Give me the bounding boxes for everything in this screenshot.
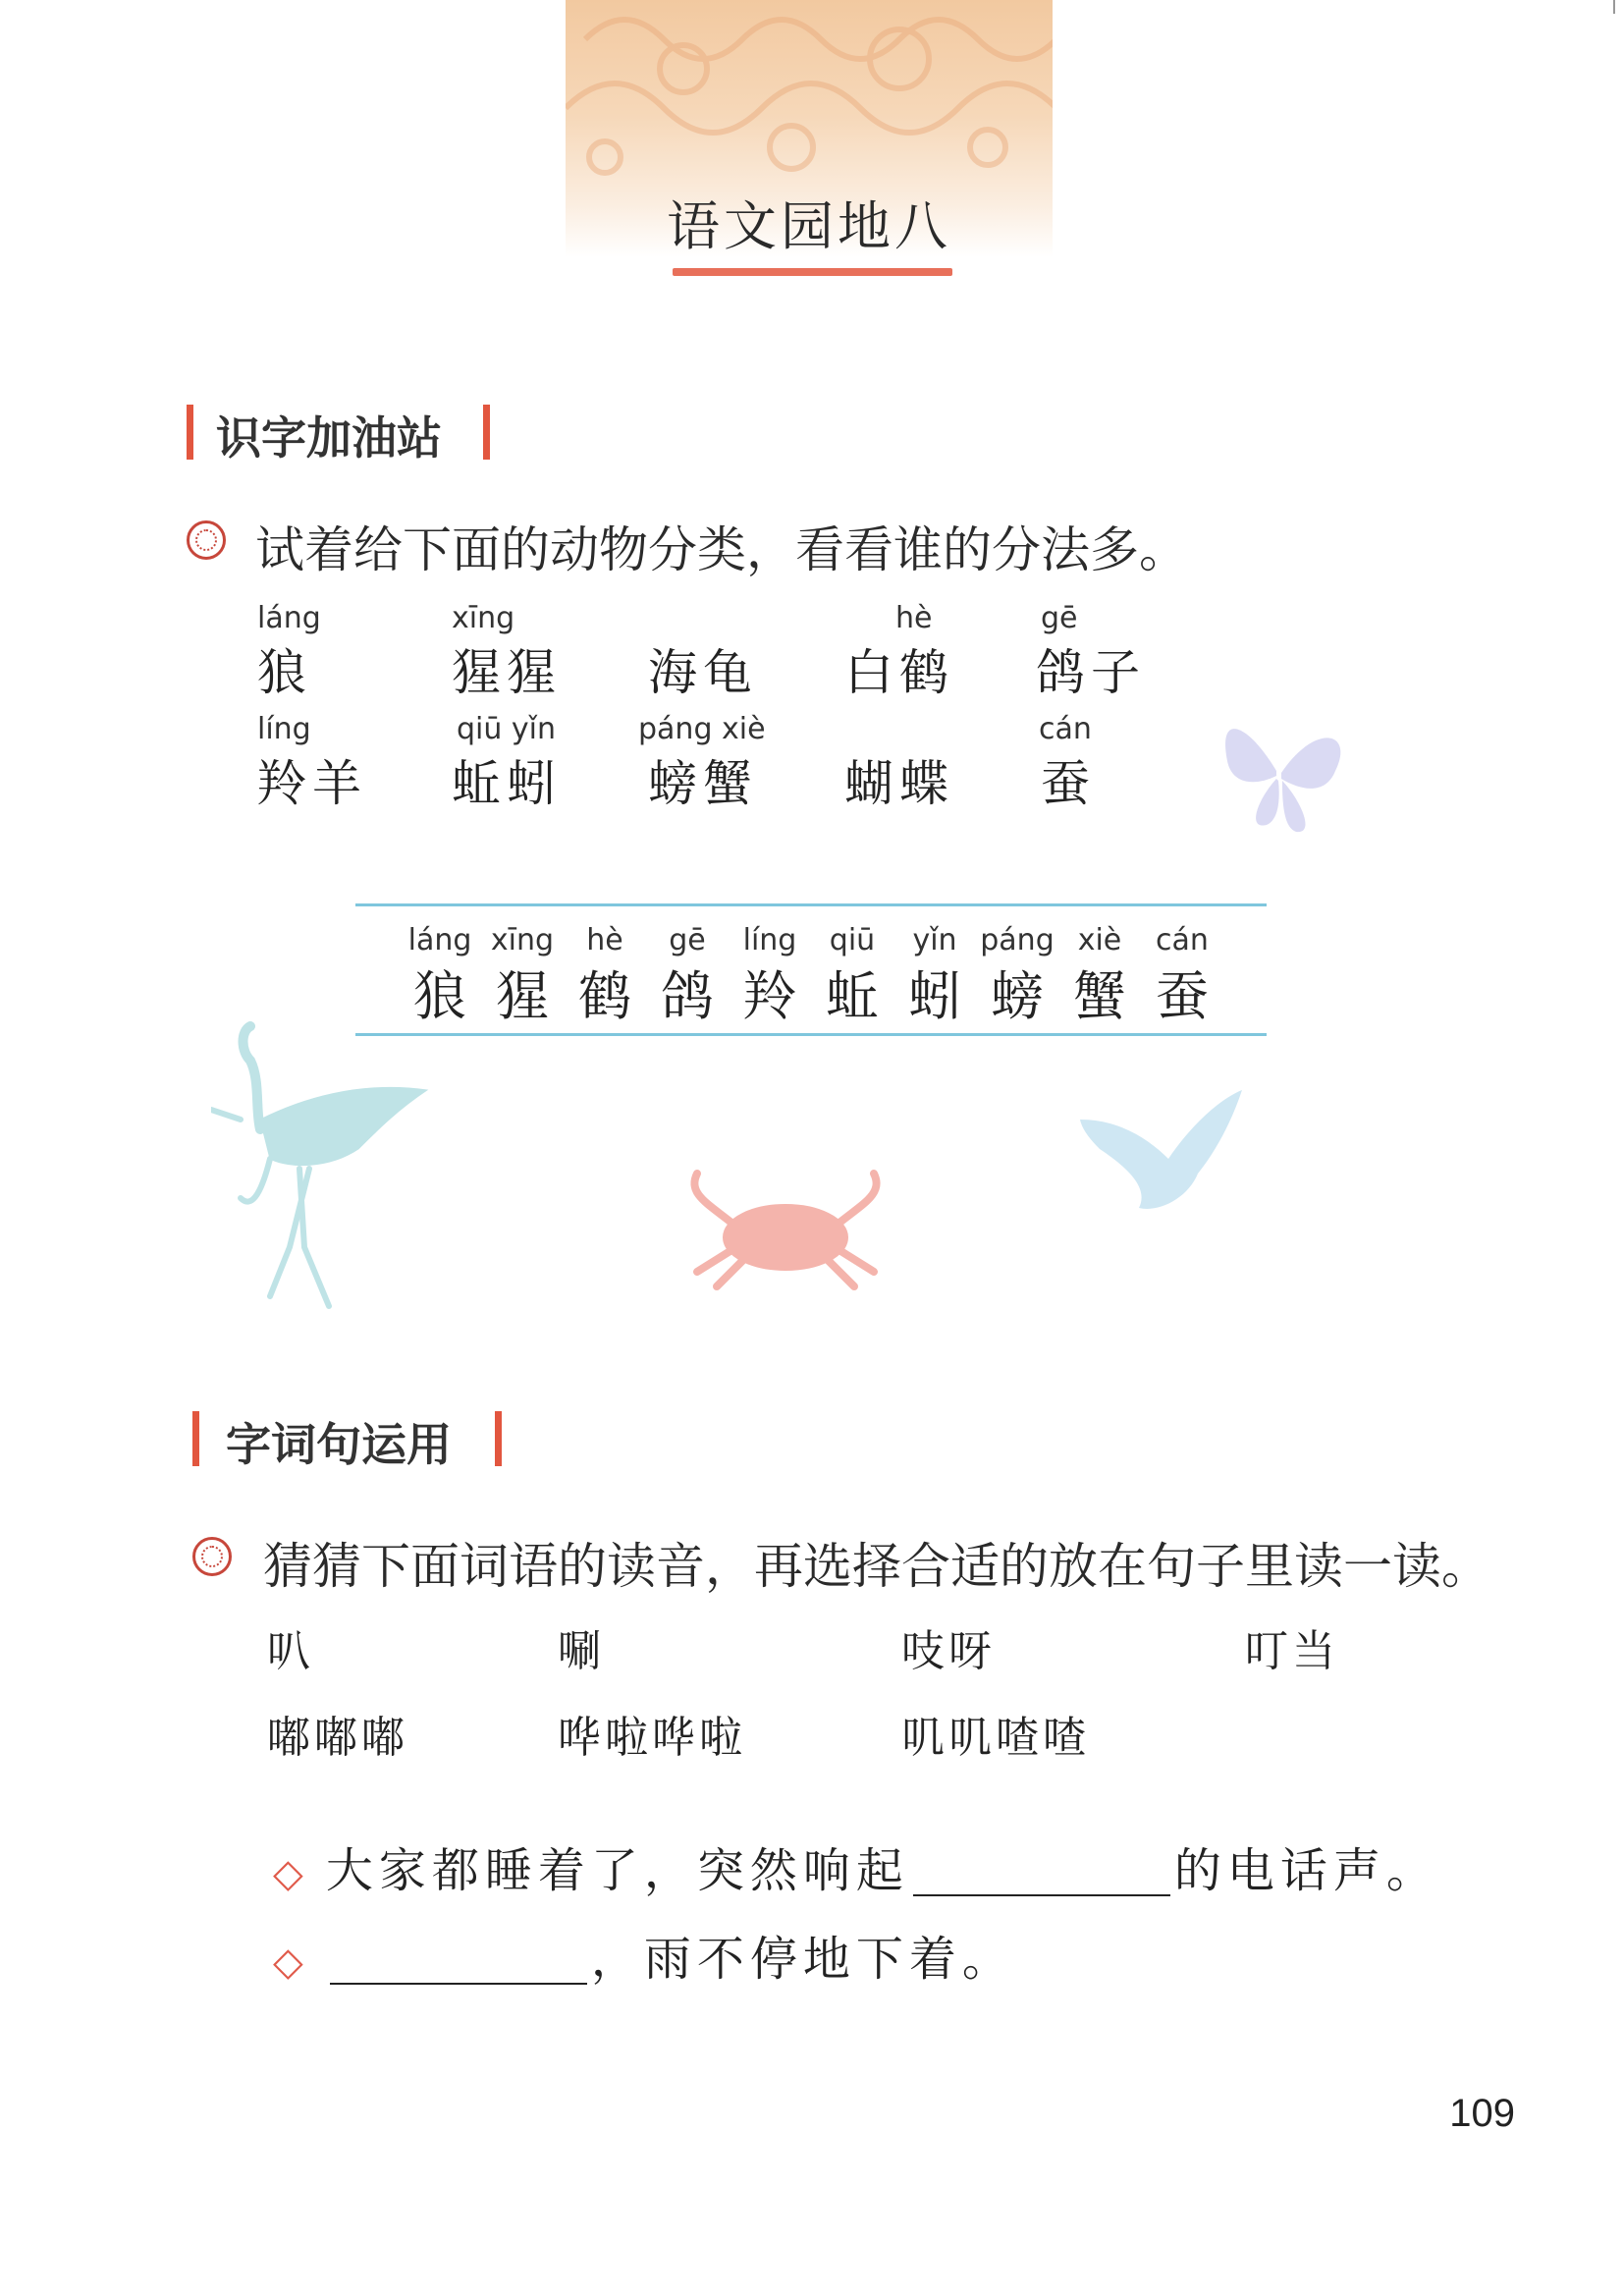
instruction-text: 试着给下面的动物分类，看看谁的分法多。 — [255, 521, 1188, 578]
word-can: 蚕 — [1041, 755, 1096, 812]
char-box-pinyin: láng — [407, 923, 472, 957]
header-bar-right — [495, 1411, 502, 1466]
header-bar-left — [187, 405, 193, 460]
instruction-1 — [187, 511, 1267, 578]
char-box-char: 羚 — [743, 965, 796, 1027]
word-lingyang: 羚羊 — [257, 755, 367, 812]
word-haigui: 海龟 — [648, 644, 758, 701]
crane-icon — [211, 1021, 437, 1316]
instruction-text: 猜猜下面词语的读音，再选择合适的放在句子里读一读。 — [263, 1538, 1490, 1595]
seal-icon — [187, 520, 226, 560]
banner-pattern-icon — [566, 0, 1053, 196]
sentence-text-before: 大家都睡着了，突然响起 — [325, 1843, 909, 1898]
header-bar-left — [192, 1411, 199, 1466]
crab-icon — [677, 1164, 893, 1291]
char-box-pinyin: hè — [586, 923, 623, 957]
char-box-pinyin: yǐn — [912, 923, 957, 957]
word-item: 唰 — [558, 1626, 605, 1676]
char-box-char: 蚕 — [1156, 965, 1209, 1027]
page-edge-mark — [1613, 0, 1615, 14]
word-item: 叮当 — [1245, 1626, 1339, 1676]
char-box-top-rule — [355, 903, 1267, 906]
section-header-label: 识字加油站 — [216, 411, 442, 465]
page-title: 语文园地八 — [667, 195, 951, 257]
sentence-text-after: ，雨不停地下着。 — [590, 1932, 1015, 1987]
sentence-2 — [273, 1921, 1015, 1989]
char-box-char: 蟹 — [1073, 965, 1126, 1027]
diamond-icon: ◇ — [273, 1851, 303, 1896]
char-box-pinyin: qiū — [829, 923, 876, 957]
word-gezi: 鸽子 — [1036, 644, 1146, 701]
char-box-char: 螃 — [991, 965, 1044, 1027]
section-header-2 — [192, 1409, 516, 1471]
pinyin-he: hè — [895, 601, 933, 635]
word-item: 吱呀 — [901, 1626, 996, 1676]
section-header-1 — [187, 403, 501, 465]
seal-icon — [192, 1537, 232, 1576]
pinyin-xing: xīng — [452, 601, 515, 635]
pinyin-pangxie: páng xiè — [638, 712, 766, 746]
diamond-icon: ◇ — [273, 1940, 303, 1985]
word-lang: 狼 — [257, 644, 312, 701]
char-box-pinyin: gē — [669, 923, 706, 957]
word-item: 叽叽喳喳 — [901, 1713, 1090, 1763]
char-box-char: 狼 — [413, 965, 466, 1027]
char-box-bottom-rule — [355, 1033, 1267, 1036]
butterfly-icon — [1208, 702, 1355, 849]
dove-icon — [1070, 1080, 1247, 1218]
answer-blank[interactable] — [330, 1983, 587, 1985]
char-box-pinyin: xīng — [490, 923, 555, 957]
section-header-label: 字词句运用 — [226, 1418, 452, 1471]
instruction-2 — [192, 1527, 1490, 1595]
char-box-char: 鹤 — [578, 965, 631, 1027]
word-baihe: 白鹤 — [844, 644, 954, 701]
word-xingxing: 猩猩 — [452, 644, 562, 701]
page-number: 109 — [1449, 2092, 1515, 2135]
answer-blank[interactable] — [913, 1894, 1170, 1896]
header-bar-right — [483, 405, 490, 460]
char-box-pinyin: cán — [1156, 923, 1209, 957]
char-box-char: 蚓 — [908, 965, 961, 1027]
char-box-pinyin: líng — [742, 923, 797, 957]
char-box-char: 蚯 — [826, 965, 879, 1027]
sentence-text-after: 的电话声。 — [1173, 1843, 1439, 1898]
pinyin-can: cán — [1039, 712, 1092, 746]
word-item: 嘟嘟嘟 — [267, 1713, 408, 1763]
word-qiuyin: 蚯蚓 — [452, 755, 562, 812]
word-pangxie: 螃蟹 — [648, 755, 758, 812]
char-box-pinyin: xiè — [1077, 923, 1122, 957]
char-box-char: 鸽 — [661, 965, 714, 1027]
pinyin-lang: láng — [257, 601, 321, 635]
word-hudie: 蝴蝶 — [844, 755, 954, 812]
title-underline — [673, 268, 952, 276]
char-box-pinyin: páng — [980, 923, 1055, 957]
sentence-1 — [273, 1832, 1439, 1900]
pinyin-qiuyin: qiū yǐn — [457, 712, 557, 746]
word-item: 叭 — [267, 1626, 314, 1676]
pinyin-ling: líng — [257, 712, 311, 746]
char-box-char: 猩 — [496, 965, 549, 1027]
word-item: 哗啦哗啦 — [558, 1713, 746, 1763]
pinyin-ge: gē — [1041, 601, 1078, 635]
